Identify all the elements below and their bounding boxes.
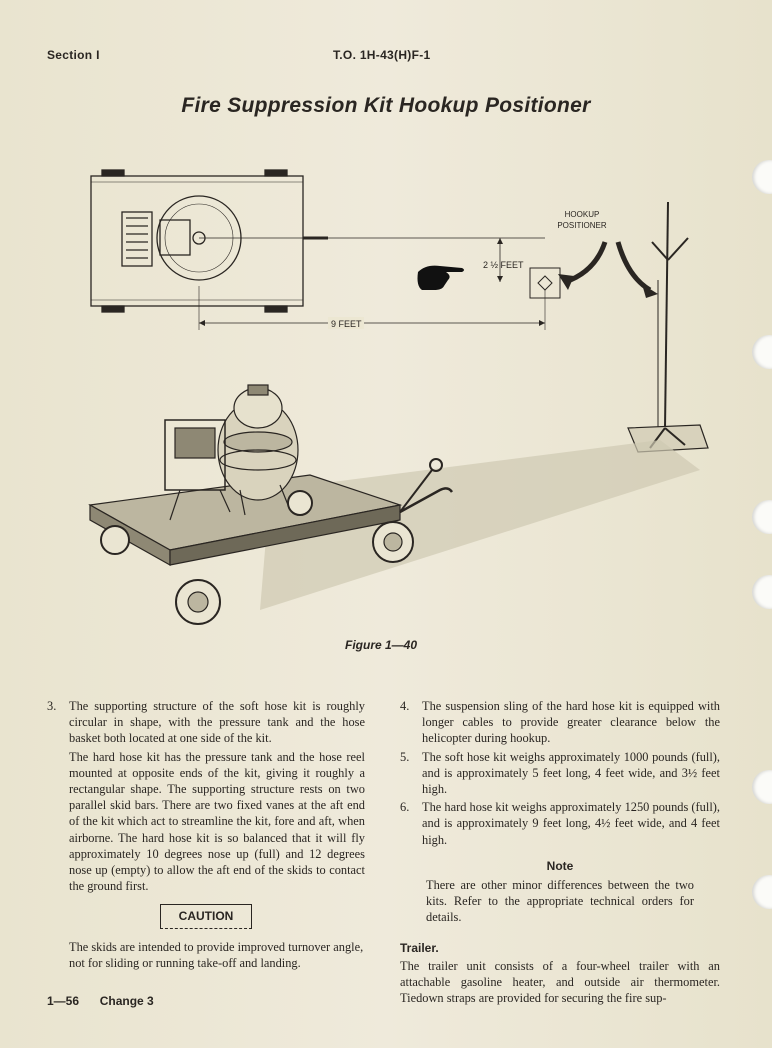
positioner-label-line1: HOOKUP	[564, 210, 600, 219]
item-3-paragraph-2: The hard hose kit has the pressure tank and the hose reel mounted at opposite ends of the kit, giving it roughly a rectangular shape. The supporting structure rests on two parallel skid bars. There are two fixed vanes at the aft end of the kit which act to streamline the kit, fore and aft, when airborne. The hard hose kit is so balanced that it will fly approximately 10 degrees nose up (full) and 12 degrees nose up (empty) to allow the aft end of the skids to contact the ground first.	[69, 749, 365, 894]
dim-vertical-label: 2 ½ FEET	[483, 260, 524, 270]
trailer-heading: Trailer.	[400, 940, 439, 955]
item-6-text: The hard hose kit weighs approximately 1250 pounds (full), and is approximately 9 feet long, 4½ feet wide, and 4 feet high.	[422, 800, 720, 847]
item-5-text: The soft hose kit weighs approximately 1000 pounds (full), and is approximately 5 feet long, 4 feet wide, and 3½ feet high.	[422, 749, 720, 797]
section-label: Section I	[47, 48, 100, 62]
list-item-3	[47, 698, 365, 747]
page-footer	[47, 994, 154, 1008]
item-4-number: 4.	[400, 699, 410, 713]
item-5-number: 5.	[400, 749, 410, 764]
hookup-positioner-figure	[60, 160, 710, 630]
item-4-text: The suspension sling of the hard hose kit is equipped with longer cables to provide greater clearance below the helicopter during hookup.	[422, 699, 720, 746]
list-item-4	[400, 698, 720, 747]
caution-label: CAUTION	[160, 904, 252, 928]
binder-hole	[752, 770, 772, 804]
list-item-6	[400, 799, 720, 848]
note-label: Note	[546, 858, 574, 873]
figure-caption: Figure 1—40	[345, 638, 418, 652]
change-number: Change 3	[99, 994, 154, 1008]
doc-number: T.O. 1H-43(H)F-1	[333, 48, 431, 62]
binder-hole	[752, 575, 772, 609]
left-column	[47, 698, 365, 973]
page-title: Fire Suppression Kit Hookup Positioner	[181, 94, 591, 117]
trailer-text: The trailer unit consists of a four-wheel trailer with an attachable gasoline heater, and outside air thermometer. Tiedown straps are provided for securing the fire sup-	[400, 958, 720, 1006]
positioner-pole	[628, 202, 708, 452]
item-3-number: 3.	[47, 699, 57, 713]
binder-hole	[752, 500, 772, 534]
item-3-text: The supporting structure of the soft hose kit is roughly circular in shape, with the pressure tank and the hose basket both located at one side of the kit.	[69, 699, 365, 746]
caution-text: The skids are intended to provide improved turnover angle, not for sliding or running take-off and landing.	[69, 939, 364, 970]
right-column	[400, 698, 720, 1008]
dim-horizontal-label: 9 FEET	[331, 319, 362, 329]
binder-hole	[752, 160, 772, 194]
pointing-hand-icon	[418, 266, 465, 290]
list-item-5	[400, 749, 720, 798]
binder-hole	[752, 875, 772, 909]
page-number: 1—56	[47, 994, 80, 1008]
note-text: There are other minor differences between the two kits. Refer to the appropriate technical orders for details.	[426, 878, 694, 925]
positioner-label-line2: POSITIONER	[557, 221, 607, 230]
binder-hole	[752, 335, 772, 369]
arrow-to-pole	[618, 242, 650, 290]
trailer-top-view	[91, 170, 328, 312]
item-6-number: 6.	[400, 800, 410, 815]
